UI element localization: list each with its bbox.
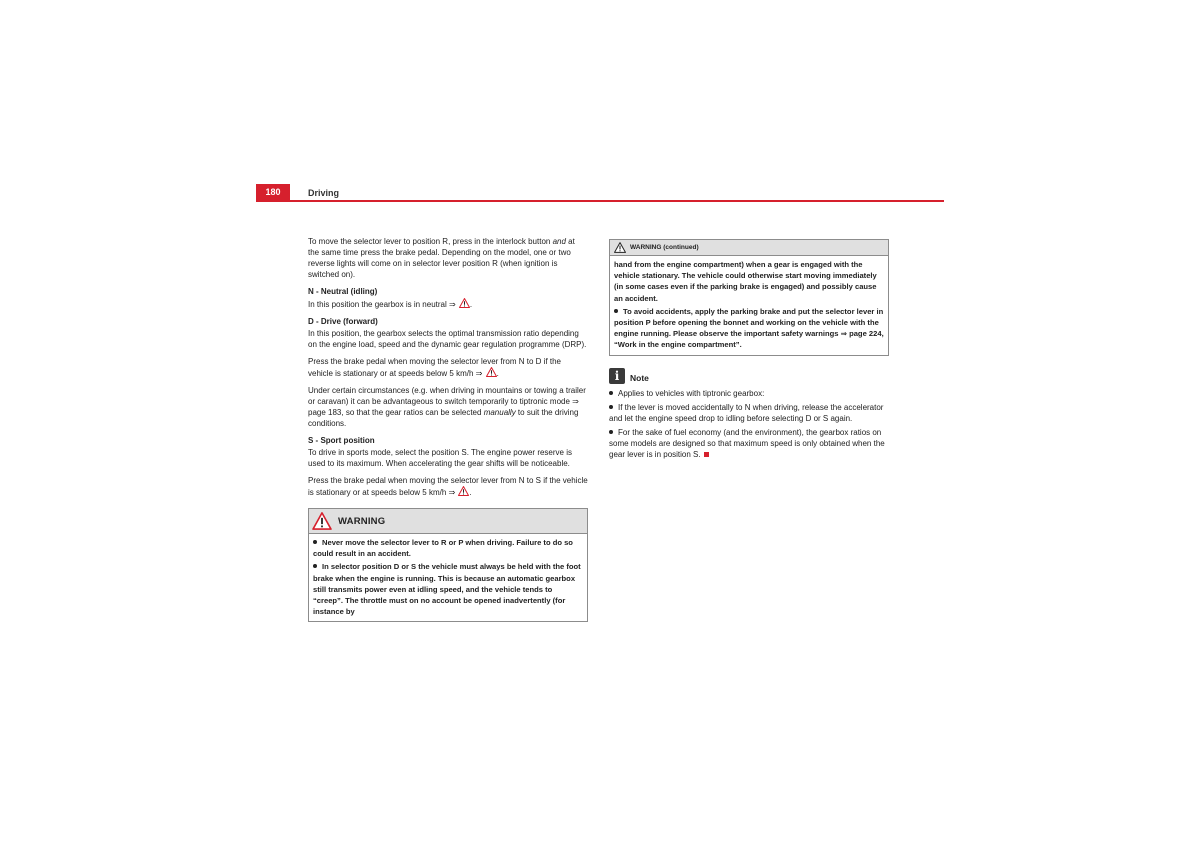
warning-continued-text: hand from the engine compartment) when a gear is engaged with the vehicle stationary. The vehicle could otherwise start moving immediately (in some cases even if the parking brake is engaged) and possibly cause an accident. [614, 260, 877, 303]
page-number: 180 [256, 184, 290, 201]
warning-continued-box [609, 239, 889, 356]
header-rule [256, 200, 944, 202]
warning-triangle-icon [486, 367, 497, 377]
right-column [609, 239, 889, 463]
sport-heading: S - Sport position [308, 436, 375, 445]
warning-box-header [309, 509, 587, 534]
warning-triangle-icon [458, 486, 469, 496]
note-header [609, 368, 889, 384]
drive-heading: D - Drive (forward) [308, 317, 378, 326]
sport-paragraph: To drive in sports mode, select the position S. The engine power reserve is used to its maximum. When accelerating the gear shifts will be noticeable. [308, 448, 572, 468]
intro-paragraph: To move the selector lever to position R, press in the interlock button and at the same time press the brake pedal. Depending on the model, one or two reverse lights will come on in selector lever position R (when ignition is switched on). [308, 237, 575, 279]
left-column [308, 236, 588, 622]
drive-brake-paragraph: Press the brake pedal when moving the selector lever from N to D if the vehicle is stationary or at speeds below 5 km/h ⇒ . [308, 357, 562, 378]
note-label: Note [630, 372, 649, 383]
warning-triangle-icon [459, 298, 470, 308]
bullet-icon [609, 430, 613, 434]
neutral-heading: N - Neutral (idling) [308, 287, 378, 296]
section-end-marker [704, 452, 709, 457]
warning-item: In selector position D or S the vehicle must always be held with the foot brake when the engine is running. This is because an automatic gearbox still transmits power even at idling speed, and the vehicle tends to “creep”. The throttle must on no account be opened inadvertently (for instance by [313, 562, 581, 617]
warning-box-body [309, 534, 587, 621]
note-item: For the sake of fuel economy (and the environment), the gearbox ratios on some models are designed so that maximum speed is only obtained when the gear lever is in position S. [609, 427, 885, 459]
bullet-icon [313, 564, 317, 568]
bullet-icon [609, 405, 613, 409]
drive-circumstances-paragraph: Under certain circumstances (e.g. when driving in mountains or towing a trailer or caravan) it can be advantageous to switch temporarily to tiptronic mode ⇒ page 183, so that the gear ratios can be selected manually to suit the driving conditions. [308, 386, 586, 428]
warning-box [308, 508, 588, 622]
warning-continued-body [610, 256, 888, 355]
warning-item: To avoid accidents, apply the parking brake and put the selector lever in position P before opening the bonnet and working on the vehicle with the engine running. Please observe the important safety warnings ⇒ page 224, “Work in the engine compartment”. [614, 306, 884, 350]
bullet-icon [313, 540, 317, 544]
warning-continued-header [610, 240, 888, 256]
drive-paragraph: In this position, the gearbox selects the optimal transmission ratio depending on the engine load, speed and the dynamic gear regulation programme (DRP). [308, 329, 587, 349]
info-icon: i [609, 368, 625, 384]
warning-triangle-icon [614, 242, 626, 253]
warning-box-title: WARNING [338, 515, 386, 527]
sport-brake-paragraph: Press the brake pedal when moving the selector lever from N to S if the vehicle is stationary or at speeds below 5 km/h ⇒ . [308, 476, 588, 497]
warning-triangle-icon [312, 512, 332, 530]
chapter-title: Driving [308, 188, 340, 198]
neutral-paragraph: In this position the gearbox is in neutral ⇒ . [308, 300, 473, 309]
bullet-icon [609, 391, 613, 395]
warning-continued-title: WARNING (continued) [630, 244, 699, 251]
note-item: Applies to vehicles with tiptronic gearbox: [609, 388, 889, 399]
warning-item: Never move the selector lever to R or P when driving. Failure to do so could result in an accident. [313, 538, 573, 559]
note-item: If the lever is moved accidentally to N when driving, release the accelerator and let the engine speed drop to idling before selecting D or S again. [609, 402, 884, 423]
bullet-icon [614, 309, 618, 313]
